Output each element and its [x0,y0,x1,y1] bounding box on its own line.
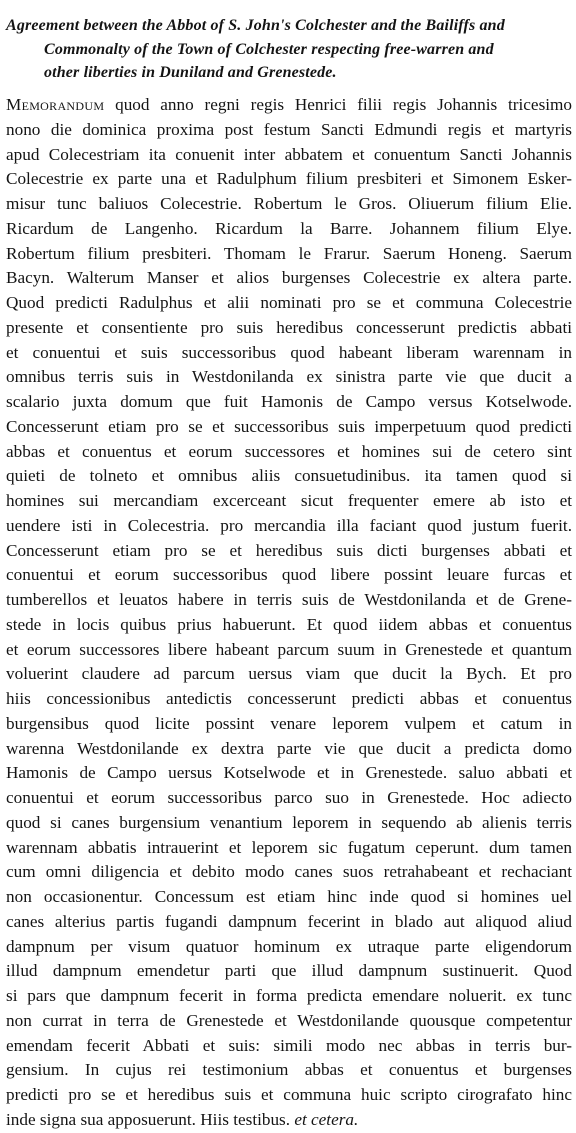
body-line: stede in locis quibus prius habuerunt. Et quod iidem abbas et conuentus [6,614,572,634]
body-line: gensium. In cujus rei testimonium abbas et conuentus et burgenses [6,1060,572,1080]
body-line: Concesserunt etiam pro se et successoribus suis imperpetuum quod predicti [6,416,572,436]
body-line: abbas et conuentus et eorum successores et homines sui de cetero sint [6,441,572,461]
body-line: predicti pro se et heredibus suis et communa huic scripto cirografato hinc [6,1085,572,1104]
body-line: Ricardum de Langenho. Ricardum la Barre. Johannem filium Elye. [6,218,572,238]
body-line: Concesserunt etiam pro se et heredibus suis dicti burgenses abbati et [6,540,572,560]
body-line: Quod predicti Radulphus et alii nominati pro se et communa Colecestrie [6,293,572,312]
body-line: hiis concessionibus antedictis concesserunt predicti abbas et conuentus [6,689,572,708]
body-line: cum omni diligencia et debito modo canes suos retrahabeant et rechaciant [6,862,572,882]
body-line: uendere isti in Colecestria. pro mercandia illa faciant quod justum fuerit. [6,515,572,535]
body-line: et conuentui et suis successoribus quod habeant liberam warennam in [6,342,572,362]
title-line-3: other liberties in Duniland and Grenestede. [44,64,337,81]
body-line: quod si canes burgensium venantium leporem in sequendo ab alienis terris [6,812,572,832]
body-line: quieti de tolneto et omnibus aliis consuetudinibus. ita tamen quod si [6,466,572,486]
body-line: conuentui et eorum successoribus quod libere possint leuare furcas et [6,565,572,585]
body-line-final [6,1108,572,1133]
body-line: Bacyn. Walterum Manser et alios burgenses Colecestrie ex altera parte. [6,268,572,288]
body-line: voluerint claudere ad parcum uersus viam que ducit la Bych. Et pro [6,664,572,684]
body-line: emendam fecerit Abbati et suis: simili modo nec abbas in terris bur- [6,1035,572,1055]
body-line: Hamonis de Campo uersus Kotselwode et in Grenestede. saluo abbati et [6,763,572,783]
body-line: illud dampnum emendetur parti que illud dampnum sustinuerit. Quod [6,961,572,981]
body-line: scalario juxta domum que fuit Hamonis de Campo versus Kotselwode. [6,392,572,411]
body-line: warennam abbatis intrauerint et leporem sic fugatum ceperunt. dum tamen [6,837,572,857]
body-line: omnibus terris suis in Westdonilanda ex sinistra parte vie que ducit a [6,367,572,387]
body-line: burgensibus quod licite possint venare leporem vulpem et catum in [6,713,572,733]
title-line-2: Commonalty of the Town of Colchester respecting free-warren and [44,40,494,58]
body-line: apud Colecestriam ita conuenit inter abbatem et conuentum Sancti Johannis [6,144,572,164]
body-line: Colecestrie ex parte una et Radulphum filium presbiteri et Simonem Esker- [6,169,572,189]
body-line: warenna Westdonilande ex dextra parte vie que ducit a predicta domo [6,738,572,758]
body-line: misur tunc baliuos Colecestrie. Robertum le Gros. Oliuerum filium Elie. [6,194,572,213]
final-italic-text: et cetera. [294,1109,359,1129]
body-line: presente et consentiente pro suis heredibus concesserunt predictis abbati [6,317,572,337]
body-line: conuentui et eorum successoribus parco suo in Grenestede. Hoc adiecto [6,788,572,807]
body-line [6,93,572,118]
body-line: Robertum filium presbiteri. Thomam le Frarur. Saerum Honeng. Saerum [6,243,572,263]
body-line: non currat in terra de Grenestede et Westdonilande quousque competentur [6,1010,572,1030]
body-line: homines sui mercandiam excerceant sicut frequenter emere ab isto et [6,491,572,510]
body-line: canes alterius partis fugandi dampnum fecerint in blado aut aliquod aliud [6,911,572,931]
document-body [6,93,572,1133]
body-line-text: quod anno regni regis Henrici filii regis Johannis tricesimo [104,95,572,114]
body-line: et eorum successores libere habeant parcum suum in Grenestede et quantum [6,639,572,659]
final-line-text: inde signa sua apposuerunt. Hiis testibus. [6,1109,295,1129]
body-line: tumberellos et leuatos habere in terris suis de Westdonilanda et de Grene- [6,590,572,609]
document-title [6,14,570,85]
body-line: dampnum per visum quatuor hominum ex utraque parte eligendorum [6,936,572,956]
lead-word: Memorandum [6,95,105,114]
body-line: nono die dominica proxima post festum Sancti Edmundi regis et martyris [6,119,572,139]
body-line: non occasionentur. Concessum est etiam hinc inde quod si homines uel [6,887,572,906]
body-line: si pars que dampnum fecerit in forma predicta emendare noluerit. ex tunc [6,986,572,1005]
title-line-1: Agreement between the Abbot of S. John's Colchester and the Bailiffs and [6,17,505,34]
